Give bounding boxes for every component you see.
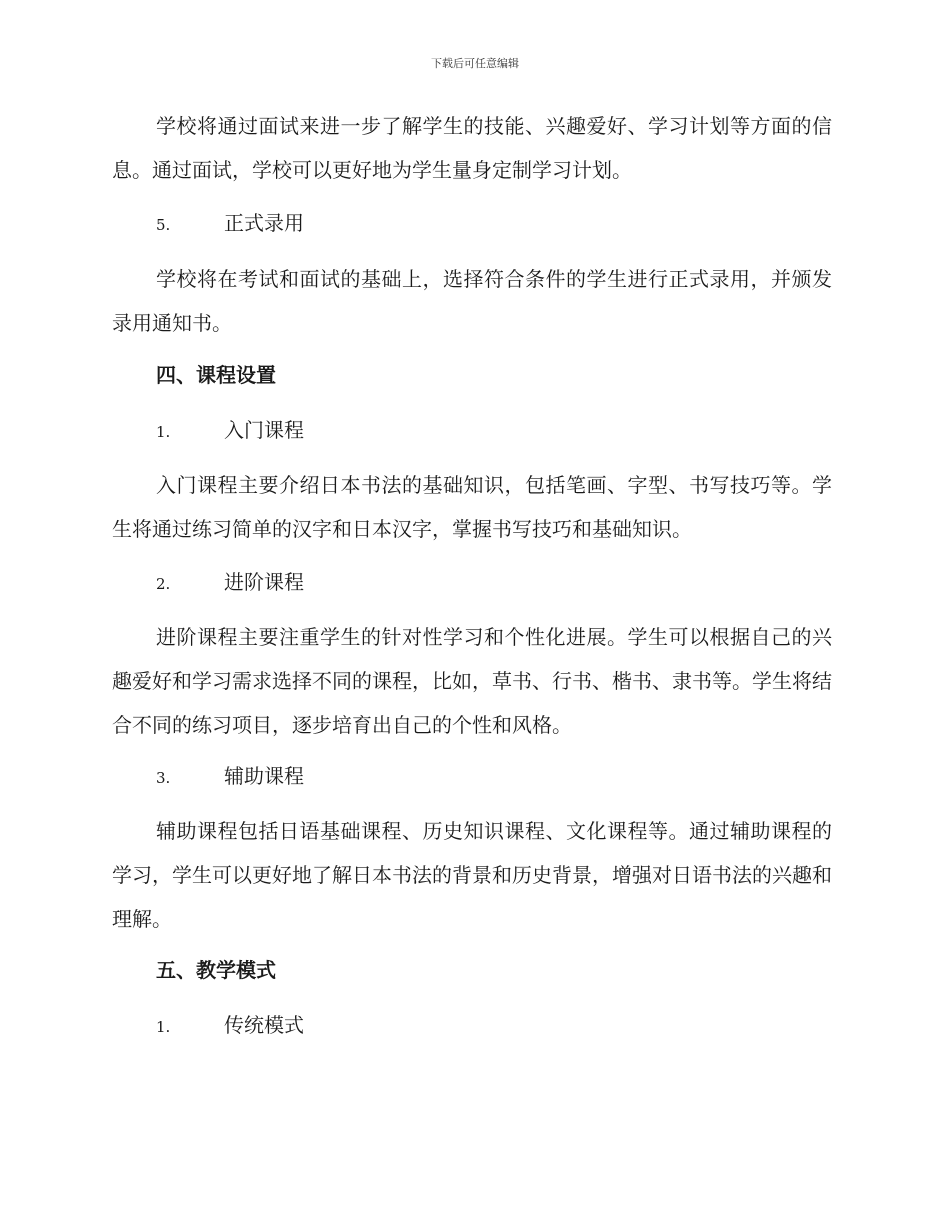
list-label: 进阶课程: [224, 570, 304, 594]
paragraph-interview: 学校将通过面试来进一步了解学生的技能、兴趣爱好、学习计划等方面的信息。通过面试，学校可以更好地为学生量身定制学习计划。: [112, 114, 832, 182]
list-item-intro-course: [156, 408, 304, 454]
list-item-traditional-mode: [156, 1003, 304, 1049]
section-heading-teaching-mode: 五、教学模式: [156, 958, 276, 982]
list-label: 正式录用: [224, 211, 304, 235]
page-header: 下载后可任意编辑: [431, 57, 519, 70]
list-item-advanced-course: [156, 560, 304, 606]
list-number: 2.: [156, 575, 171, 593]
list-label: 传统模式: [224, 1013, 304, 1037]
list-number: 5.: [156, 216, 171, 234]
list-label: 辅助课程: [224, 764, 304, 788]
list-number: 3.: [156, 769, 171, 787]
paragraph-auxiliary-course: 辅助课程包括日语基础课程、历史知识课程、文化课程等。通过辅助课程的学习，学生可以更好地了解日本书法的背景和历史背景，增强对日语书法的兴趣和理解。: [112, 819, 832, 931]
section-heading-curriculum: 四、课程设置: [156, 363, 276, 387]
list-item-formal-admission: [156, 201, 304, 247]
list-label: 入门课程: [224, 418, 304, 442]
list-number: 1.: [156, 1018, 171, 1036]
list-item-auxiliary-course: [156, 754, 304, 800]
paragraph-intro-course: 入门课程主要介绍日本书法的基础知识，包括笔画、字型、书写技巧等。学生将通过练习简单的汉字和日本汉字，掌握书写技巧和基础知识。: [112, 473, 832, 541]
paragraph-admission: 学校将在考试和面试的基础上，选择符合条件的学生进行正式录用，并颁发录用通知书。: [112, 267, 832, 335]
paragraph-advanced-course: 进阶课程主要注重学生的针对性学习和个性化进展。学生可以根据自己的兴趣爱好和学习需求选择不同的课程，比如，草书、行书、楷书、隶书等。学生将结合不同的练习项目，逐步培育出自己的个性和风格。: [112, 625, 832, 737]
list-number: 1.: [156, 423, 171, 441]
